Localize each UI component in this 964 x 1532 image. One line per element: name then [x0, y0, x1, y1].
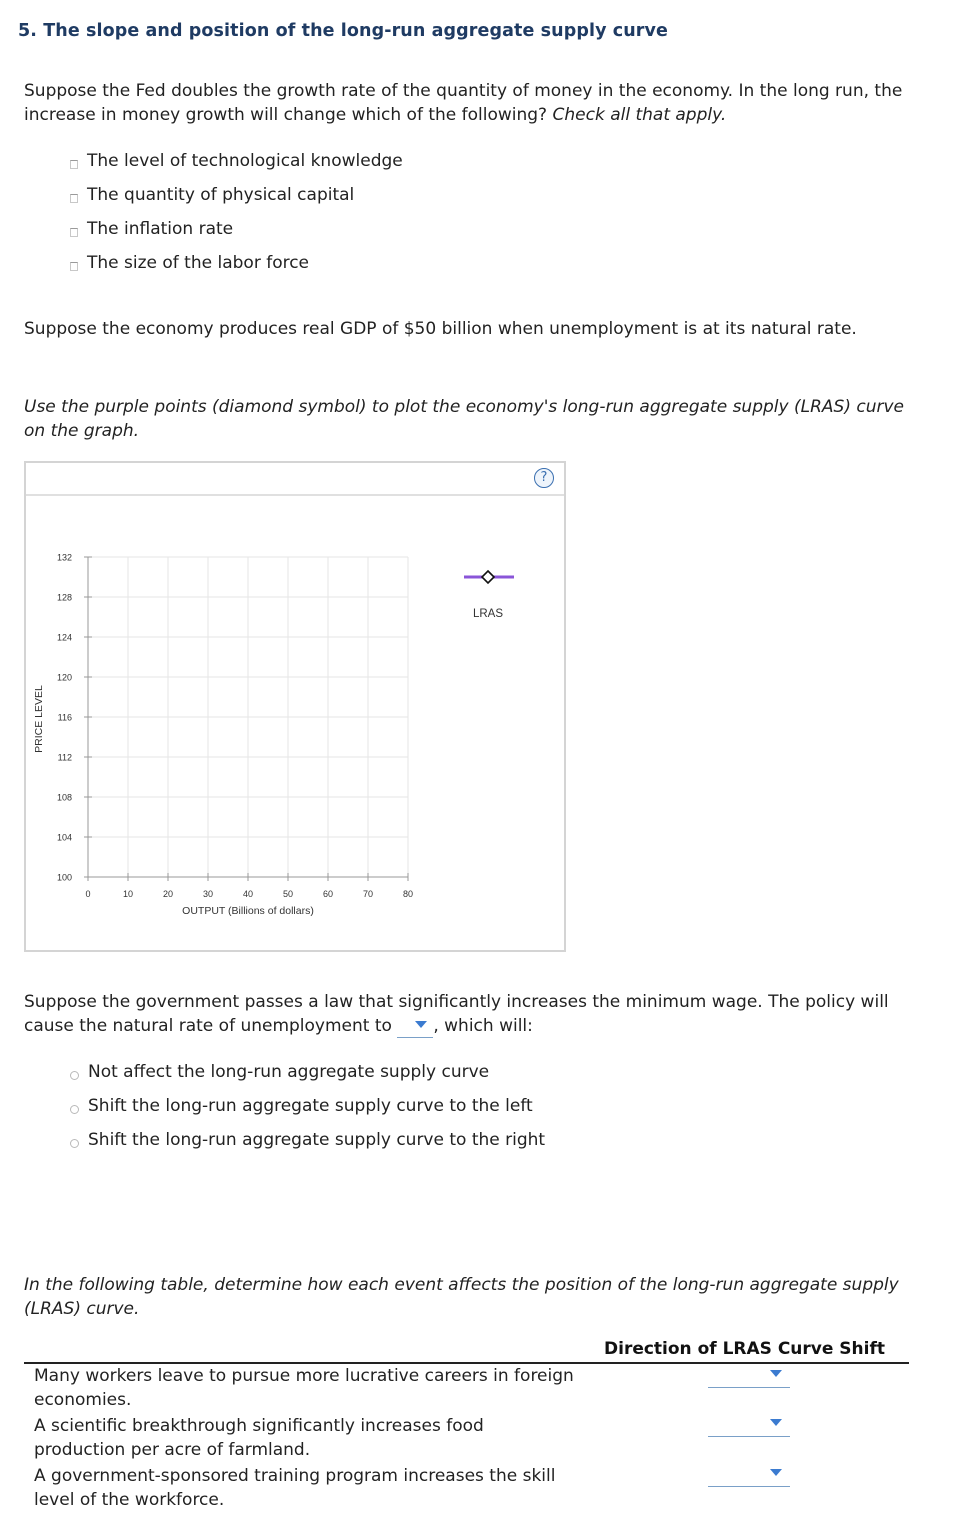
chevron-down-icon	[770, 1370, 782, 1377]
x-tick-label: 30	[202, 889, 214, 899]
checkbox[interactable]	[70, 228, 78, 237]
y-tick-label: 116	[57, 712, 72, 723]
graph-panel[interactable]	[24, 461, 566, 952]
radio-label: Shift the long-run aggregate supply curve to the left	[88, 1096, 533, 1116]
checkbox-option-technology[interactable]	[70, 147, 403, 175]
x-tick-label: 50	[282, 889, 294, 899]
question-title: 5. The slope and position of the long-run aggregate supply curve	[18, 21, 669, 41]
plot-instruction: Use the purple points (diamond symbol) to plot the economy's long-run aggregate supply (LRAS) curve on the graph.	[24, 397, 904, 441]
table-row-event: A government-sponsored training program increases the skill level of the workforce.	[34, 1466, 556, 1510]
y-tick-label: 128	[56, 592, 72, 603]
min-wage-text: Suppose the government passes a law that significantly increases the minimum wage. The policy will cause the natural rate of unemployment to	[24, 992, 889, 1036]
table-row-event: A scientific breakthrough significantly increases food production per acre of farmland.	[34, 1416, 484, 1460]
table-row-event: Many workers leave to pursue more lucrative careers in foreign economies.	[34, 1366, 574, 1410]
checkbox-label: The inflation rate	[87, 219, 234, 239]
legend-lras[interactable]	[464, 571, 514, 620]
diamond-marker-icon[interactable]	[482, 571, 494, 583]
x-axis-label: OUTPUT (Billions of dollars)	[182, 905, 314, 917]
checkbox-option-capital[interactable]	[70, 181, 354, 209]
radio-button[interactable]	[70, 1105, 79, 1114]
y-axis-label: PRICE LEVEL	[33, 685, 45, 753]
axes	[84, 557, 408, 881]
checkbox-option-labor-force[interactable]	[70, 249, 309, 277]
radio-option-shift-left[interactable]	[70, 1092, 533, 1120]
y-tick-label: 100	[56, 872, 72, 883]
shift-direction-dropdown[interactable]	[708, 1466, 790, 1487]
checkbox[interactable]	[70, 262, 78, 271]
y-tick-label: 112	[57, 752, 72, 763]
chevron-down-icon	[770, 1469, 782, 1476]
chevron-down-icon	[415, 1021, 427, 1028]
checkbox-label: The quantity of physical capital	[87, 185, 355, 205]
y-tick-label: 108	[56, 792, 72, 803]
chevron-down-icon	[770, 1419, 782, 1426]
checkbox-option-inflation[interactable]	[70, 215, 233, 243]
radio-label: Shift the long-run aggregate supply curve to the right	[88, 1130, 546, 1150]
min-wage-text-after: , which will:	[433, 1016, 533, 1036]
radio-button[interactable]	[70, 1139, 79, 1148]
question-circle-icon[interactable]: ?	[534, 468, 554, 488]
shift-direction-dropdown[interactable]	[708, 1416, 790, 1437]
y-tick-label: 120	[56, 672, 72, 683]
checkbox[interactable]	[70, 194, 78, 203]
checkbox-label: The size of the labor force	[87, 253, 310, 273]
intro-instruction: Check all that apply.	[552, 105, 727, 125]
radio-button[interactable]	[70, 1071, 79, 1080]
x-tick-label: 10	[122, 889, 134, 899]
lras-graph[interactable]	[26, 463, 564, 950]
intro-text: Suppose the Fed doubles the growth rate of the quantity of money in the economy. In the long run, the increase in money growth will change which of the following?	[24, 81, 903, 125]
checkbox-label: The level of technological knowledge	[87, 151, 403, 171]
radio-option-no-effect[interactable]	[70, 1058, 489, 1086]
x-tick-label: 60	[322, 889, 334, 899]
checkbox[interactable]	[70, 160, 78, 169]
y-tick-label: 132	[56, 552, 72, 563]
legend-label: LRAS	[472, 608, 504, 620]
x-tick-label: 20	[162, 889, 174, 899]
x-tick-label: 40	[242, 889, 254, 899]
radio-option-shift-right[interactable]	[70, 1126, 545, 1154]
unemployment-dropdown[interactable]	[397, 1017, 433, 1038]
y-tick-label: 124	[56, 632, 72, 643]
grid	[88, 557, 408, 877]
table-instruction: In the following table, determine how each event affects the position of the long-run aggregate supply (LRAS) curve.	[24, 1275, 899, 1319]
question-intro	[24, 79, 924, 127]
x-tick-label: 80	[402, 889, 414, 899]
tick-labels	[57, 553, 413, 900]
y-tick-label: 104	[56, 832, 72, 843]
shift-direction-dropdown[interactable]	[708, 1367, 790, 1388]
table-column-header: Direction of LRAS Curve Shift	[604, 1339, 886, 1359]
x-tick-label: 70	[362, 889, 374, 899]
radio-label: Not affect the long-run aggregate supply curve	[88, 1062, 490, 1082]
min-wage-question	[24, 990, 924, 1038]
x-tick-label: 0	[85, 889, 91, 899]
gdp-statement: Suppose the economy produces real GDP of $50 billion when unemployment is at its natural rate.	[24, 319, 857, 339]
